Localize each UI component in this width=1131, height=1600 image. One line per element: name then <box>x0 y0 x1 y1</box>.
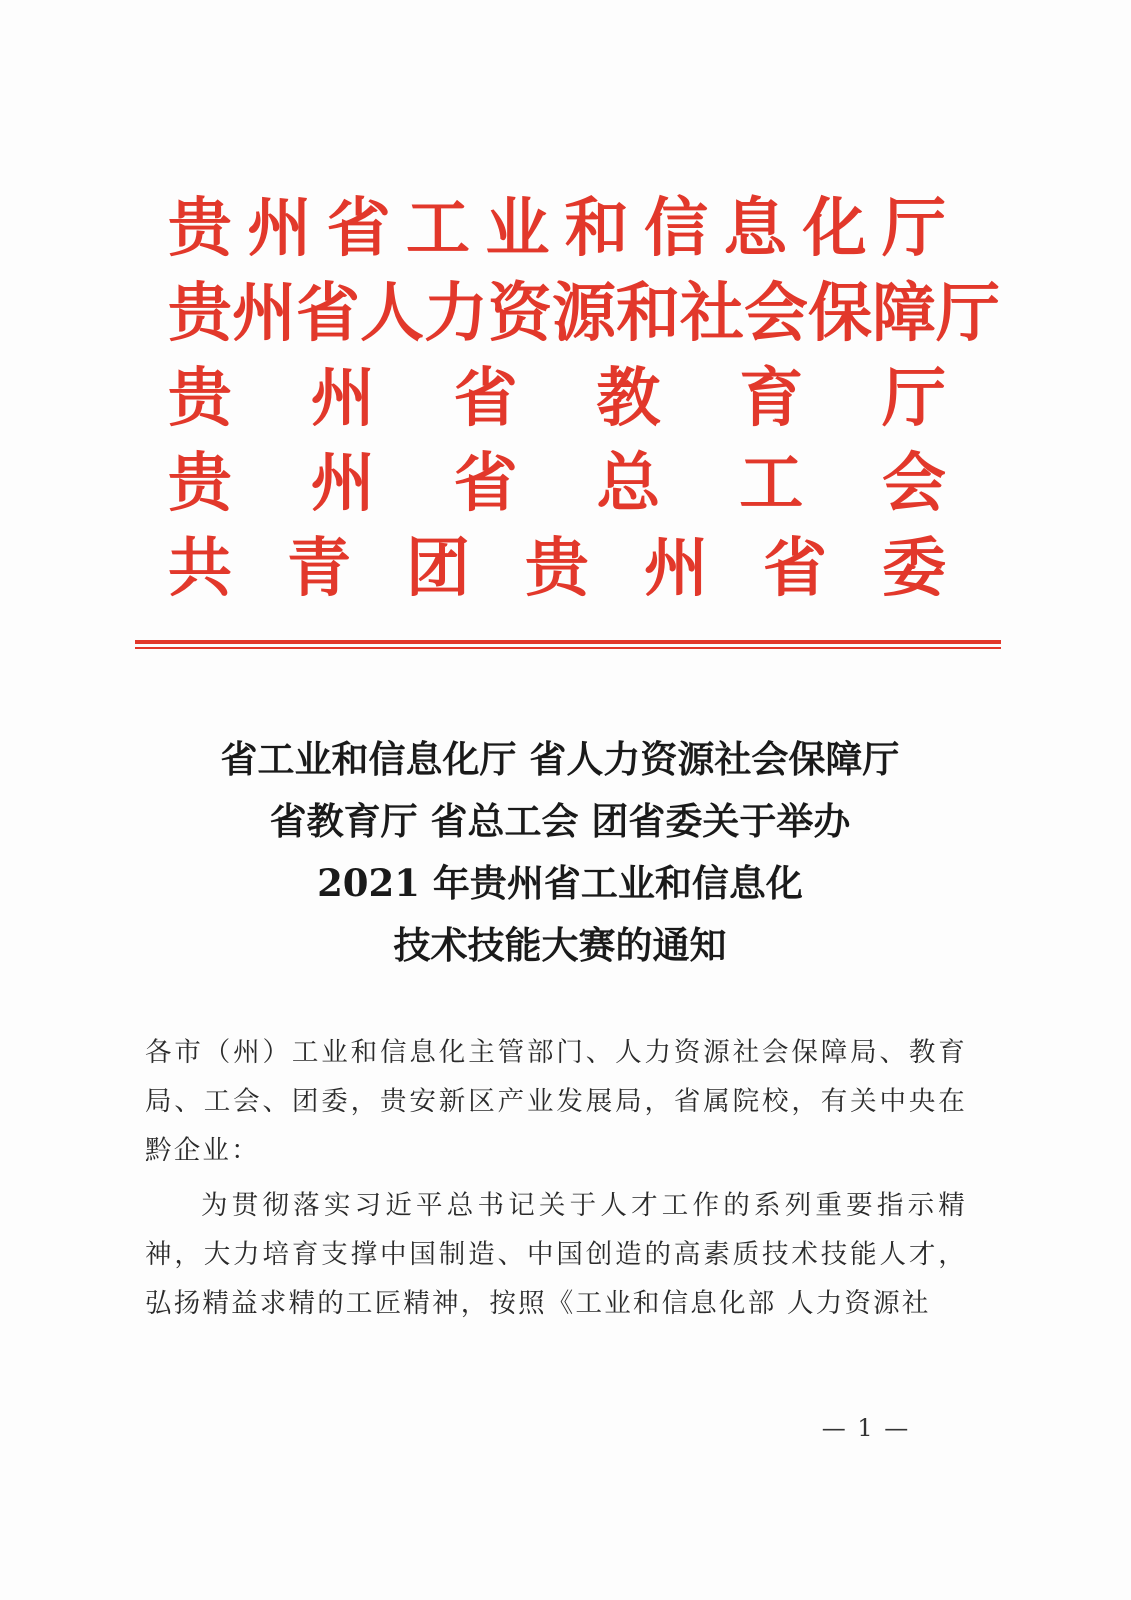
masthead-char: 工 <box>739 446 804 521</box>
issuer-line-union <box>168 441 946 526</box>
masthead-char: 贵 <box>168 446 232 521</box>
issuer-line-hr <box>168 271 1000 356</box>
recipients-paragraph: 各市（州）工业和信息化主管部门、人力资源社会保障局、教育局、工会、团委，贵安新区产业发展局，省属院校，有关中央在黔企业： <box>145 1037 967 1166</box>
masthead-char: 贵 <box>168 191 232 266</box>
masthead-char: 源 <box>552 276 616 351</box>
masthead-char: 州 <box>644 531 708 606</box>
issuer-line-youth-league <box>168 526 946 611</box>
title-line-2: 省教育厅 省总工会 团省委关于举办 <box>269 799 851 843</box>
masthead-char: 贵 <box>168 361 232 436</box>
masthead-char: 总 <box>596 446 661 521</box>
masthead-char: 省 <box>453 361 518 436</box>
masthead-char: 团 <box>406 531 470 606</box>
title-line-3: 2021 年贵州省工业和信息化 <box>317 861 803 905</box>
masthead-char: 会 <box>744 276 808 351</box>
masthead-char: 州 <box>232 276 296 351</box>
masthead-char: 和 <box>616 276 680 351</box>
masthead-char: 社 <box>680 276 744 351</box>
body-paragraph-1: 为贯彻落实习近平总书记关于人才工作的系列重要指示精神，大力培育支撑中国制造、中国创造的高素质技术技能人才，弘扬精益求精的工匠精神，按照《工业和信息化部 人力资源社 <box>145 1190 967 1319</box>
masthead-char: 保 <box>808 276 872 351</box>
masthead-char: 化 <box>802 191 867 266</box>
page-number: — 1 — <box>821 1414 911 1442</box>
masthead-char: 省 <box>326 191 391 266</box>
masthead-char: 贵 <box>525 531 589 606</box>
masthead-char: 信 <box>643 191 708 266</box>
issuer-line-industry <box>168 186 946 271</box>
issuer-line-education <box>168 356 946 441</box>
red-separator-thick <box>135 640 1001 644</box>
masthead-char: 育 <box>739 361 804 436</box>
masthead-char: 工 <box>405 191 470 266</box>
masthead-char: 和 <box>564 191 629 266</box>
masthead-char: 人 <box>360 276 424 351</box>
masthead-char: 州 <box>310 446 375 521</box>
masthead-char: 息 <box>723 191 788 266</box>
masthead-char: 障 <box>872 276 936 351</box>
masthead-char: 委 <box>882 531 946 606</box>
masthead-char: 州 <box>310 361 375 436</box>
masthead-char: 省 <box>453 446 518 521</box>
masthead-char: 青 <box>287 531 351 606</box>
issuer-masthead <box>168 186 1000 611</box>
masthead-char: 省 <box>763 531 827 606</box>
red-separator-thin <box>135 647 1001 649</box>
document-title <box>120 728 1000 976</box>
masthead-char: 州 <box>247 191 312 266</box>
masthead-char: 教 <box>596 361 661 436</box>
masthead-char: 资 <box>488 276 552 351</box>
masthead-char: 共 <box>168 531 232 606</box>
masthead-char: 业 <box>485 191 550 266</box>
masthead-char: 省 <box>296 276 360 351</box>
masthead-char: 厅 <box>881 361 946 436</box>
title-line-4: 技术技能大赛的通知 <box>393 923 727 967</box>
title-line-1: 省工业和信息化厅 省人力资源社会保障厅 <box>220 737 900 781</box>
masthead-char: 厅 <box>881 191 946 266</box>
masthead-char: 会 <box>881 446 946 521</box>
document-body <box>145 1028 967 1328</box>
masthead-char: 厅 <box>936 276 1000 351</box>
masthead-char: 力 <box>424 276 488 351</box>
masthead-char: 贵 <box>168 276 232 351</box>
